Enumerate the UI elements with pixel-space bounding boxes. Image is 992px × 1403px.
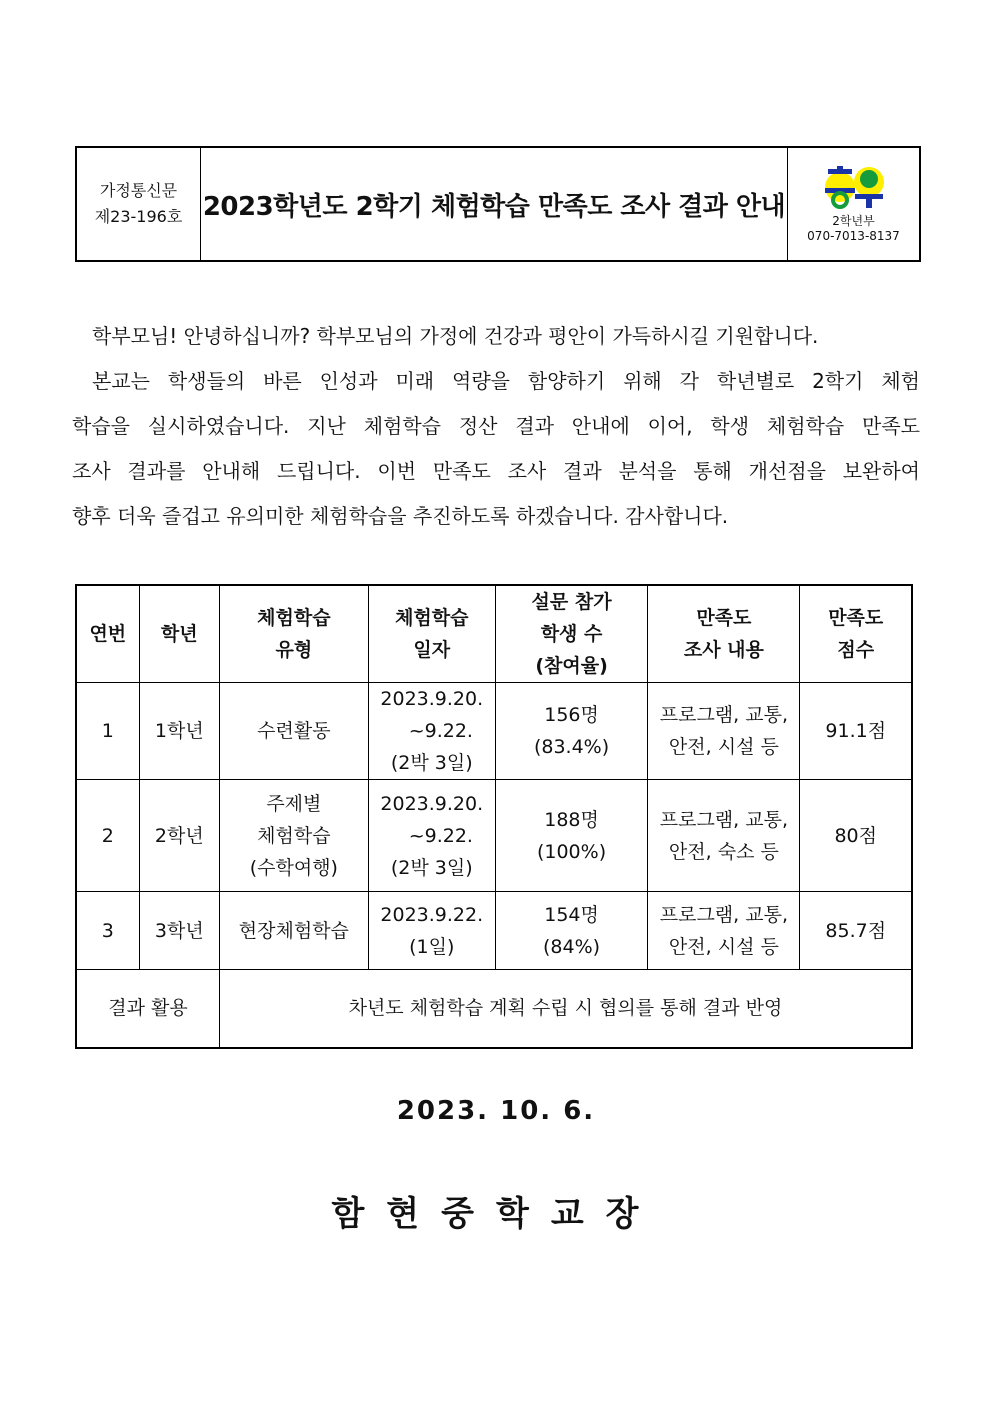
header-cell: 연번 xyxy=(76,585,139,683)
dept-name: 2학년부 xyxy=(832,214,875,228)
row-content: 프로그램, 교통, 안전, 시설 등 xyxy=(648,892,800,970)
result-usage-text: 차년도 체험학습 계획 수립 시 협의를 통해 결과 반영 xyxy=(219,970,912,1048)
row-type: 현장체험학습 xyxy=(219,892,368,970)
row-number: 2 xyxy=(76,780,139,892)
school-logo-icon xyxy=(822,164,886,210)
body-line: 향후 더욱 즐겁고 유의미한 체험학습을 추진하도록 하겠습니다. 감사합니다. xyxy=(72,504,729,528)
table-row xyxy=(76,683,912,780)
row-participants: 154명 (84%) xyxy=(495,892,647,970)
greeting-paragraph: 학부모님! 안녕하십니까? 학부모님의 가정에 건강과 평안이 가득하시길 기원합니다. xyxy=(92,324,819,348)
row-score: 85.7점 xyxy=(800,892,912,970)
notice-header xyxy=(75,146,921,262)
row-grade: 1학년 xyxy=(139,683,219,780)
row-type: 주제별 체험학습 (수학여행) xyxy=(219,780,368,892)
row-date: 2023.9.22. (1일) xyxy=(368,892,495,970)
header-cell: 만족도 조사 내용 xyxy=(648,585,800,683)
table-header-row xyxy=(76,585,912,683)
issue-date: 2023. 10. 6. xyxy=(396,1096,596,1126)
row-number: 1 xyxy=(76,683,139,780)
row-participants: 188명 (100%) xyxy=(495,780,647,892)
header-cell: 설문 참가 학생 수 (참여율) xyxy=(495,585,647,683)
row-date: 2023.9.20. ~9.22. (2박 3일) xyxy=(368,683,495,780)
page-title: 2023학년도 2학기 체험학습 만족도 조사 결과 안내 xyxy=(202,191,786,222)
body-line: 학습을 실시하였습니다. 지난 체험학습 정산 결과 안내에 이어, 학생 체험학습 만족도 xyxy=(72,414,920,438)
intro-text xyxy=(72,314,920,539)
dept-phone: 070-7013-8137 xyxy=(807,229,900,243)
row-score: 80점 xyxy=(800,780,912,892)
row-content: 프로그램, 교통, 안전, 시설 등 xyxy=(648,683,800,780)
doc-id-cell xyxy=(77,148,201,260)
row-type: 수련활동 xyxy=(219,683,368,780)
result-usage-label: 결과 활용 xyxy=(76,970,219,1048)
row-grade: 3학년 xyxy=(139,892,219,970)
header-cell: 체험학습 일자 xyxy=(368,585,495,683)
body-line: 본교는 학생들의 바른 인성과 미래 역량을 함양하기 위해 각 학년별로 2학기 체험 xyxy=(92,369,920,393)
row-number: 3 xyxy=(76,892,139,970)
header-cell: 체험학습 유형 xyxy=(219,585,368,683)
doc-number: 제23-196호 xyxy=(94,207,183,226)
dept-cell xyxy=(787,148,919,260)
principal-signature: 함현중학교장 xyxy=(331,1194,661,1234)
row-content: 프로그램, 교통, 안전, 숙소 등 xyxy=(648,780,800,892)
row-grade: 2학년 xyxy=(139,780,219,892)
doc-type: 가정통신문 xyxy=(99,181,178,200)
header-cell: 만족도 점수 xyxy=(800,585,912,683)
table-row xyxy=(76,780,912,892)
survey-results-table xyxy=(75,584,913,1049)
result-usage-row xyxy=(76,970,912,1048)
table-row xyxy=(76,892,912,970)
body-line: 조사 결과를 안내해 드립니다. 이번 만족도 조사 결과 분석을 통해 개선점을 보완하여 xyxy=(72,459,920,483)
row-participants: 156명 (83.4%) xyxy=(495,683,647,780)
row-score: 91.1점 xyxy=(800,683,912,780)
header-cell: 학년 xyxy=(139,585,219,683)
row-date: 2023.9.20. ~9.22. (2박 3일) xyxy=(368,780,495,892)
